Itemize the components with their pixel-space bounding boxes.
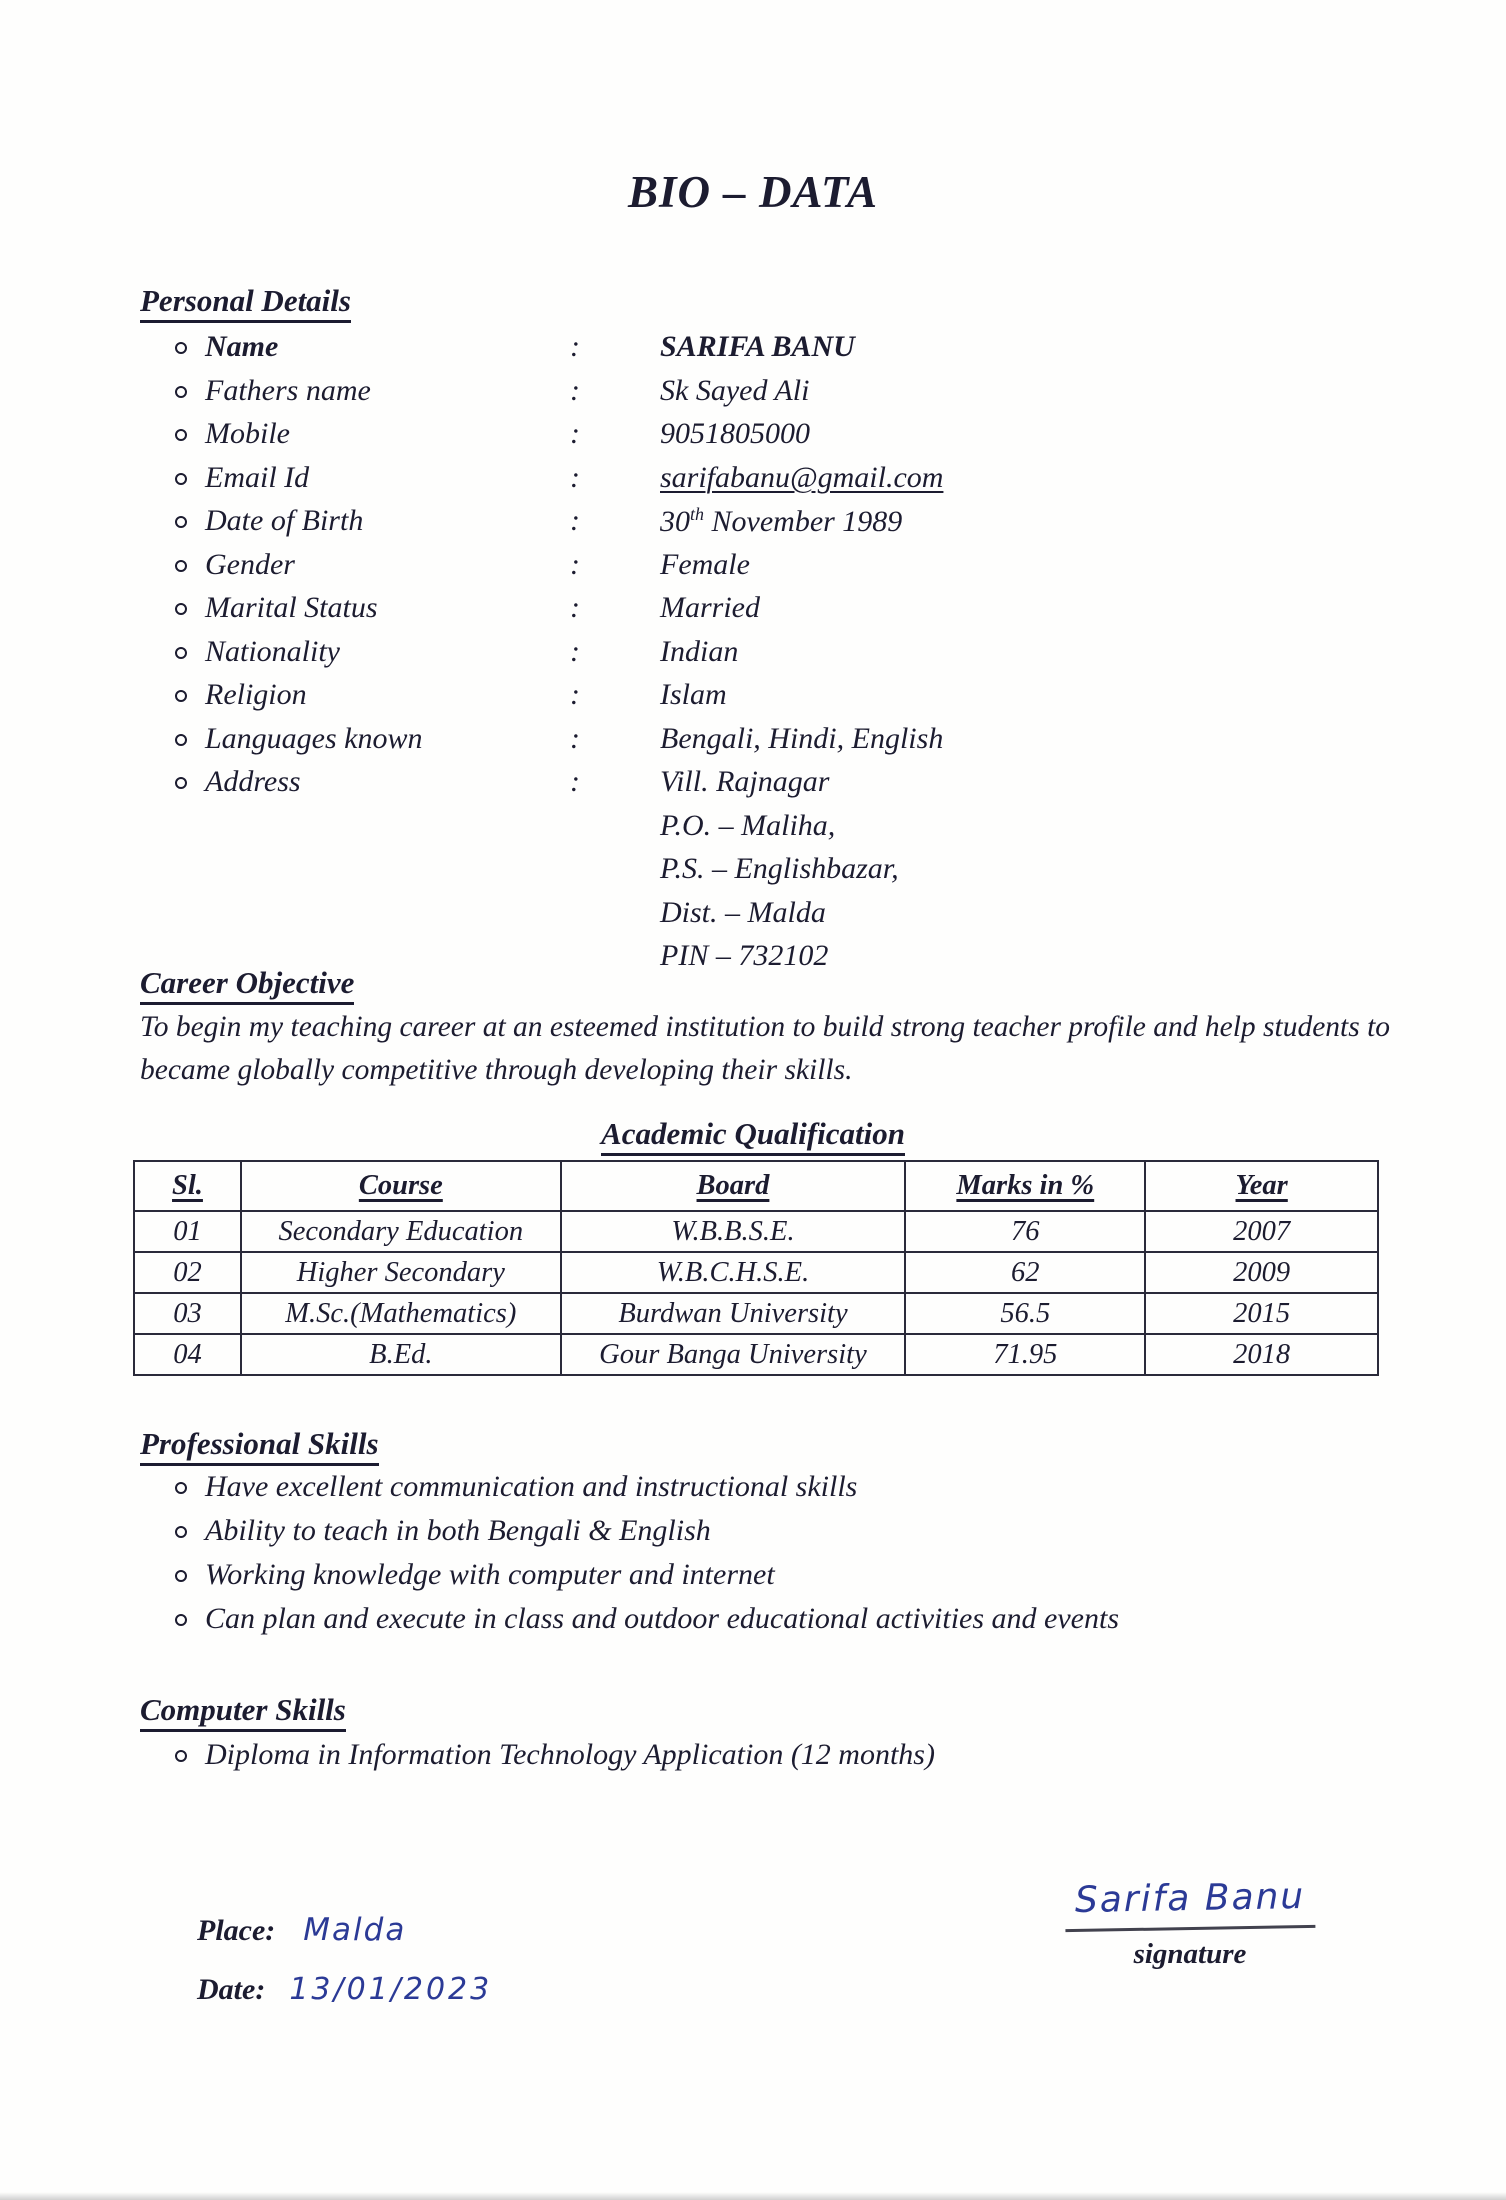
cell-course: B.Ed. [241,1334,561,1375]
personal-details-heading: Personal Details [140,283,351,323]
detail-row-email [140,461,1340,505]
detail-value: Indian [660,634,739,668]
table-row [134,1293,1378,1334]
detail-row-gender [140,548,1340,592]
detail-label: Marital Status [205,591,378,624]
bullet-icon [140,417,205,441]
bullet-icon [140,1738,205,1762]
address-line: P.S. – Englishbazar, [660,852,899,885]
address-continuation [140,809,1340,983]
academic-qualification-heading: Academic Qualification [0,1116,1506,1156]
cell-sl: 03 [134,1293,241,1334]
header-sl: Sl. [134,1161,241,1211]
colon: : [570,634,580,668]
detail-row-marital-status [140,591,1340,635]
detail-row-nationality [140,635,1340,679]
table-row [134,1211,1378,1252]
page-title: BIO – DATA [627,167,879,217]
date-row [197,1972,492,2007]
colon: : [570,547,580,581]
bullet-icon [140,1514,205,1538]
cell-marks: 62 [905,1252,1145,1293]
table-row [134,1334,1378,1375]
colon: : [570,721,580,755]
signature-label: signature [1133,1938,1247,1970]
computer-skills-list [140,1738,1440,1782]
bullet-icon [140,1602,205,1626]
cell-year: 2009 [1145,1252,1378,1293]
detail-value: Bengali, Hindi, English [660,721,944,755]
header-year: Year [1145,1161,1378,1211]
cell-course: Secondary Education [241,1211,561,1252]
address-line: Dist. – Malda [660,895,826,929]
colon: : [570,678,580,711]
cell-board: Burdwan University [561,1293,906,1334]
address-line: P.O. – Maliha, [660,808,836,842]
detail-value: 30th November 1989 [660,504,903,538]
date-value-handwritten: 13/01/2023 [289,1972,493,2007]
bullet-icon [140,1558,205,1582]
colon: : [570,417,580,450]
address-line: PIN – 732102 [660,939,829,972]
detail-label: Date of Birth [205,504,364,537]
list-item: Working knowledge with computer and internet [140,1558,1440,1602]
cell-year: 2018 [1145,1334,1378,1375]
detail-label: Mobile [205,417,290,450]
bullet-icon [140,330,205,354]
cell-course: M.Sc.(Mathematics) [241,1293,561,1334]
detail-value: Islam [660,678,727,711]
list-item: Ability to teach in both Bengali & English [140,1514,1440,1558]
cell-board: W.B.B.S.E. [561,1211,906,1252]
professional-skills-list [140,1470,1440,1646]
detail-label: Nationality [205,634,340,668]
detail-label: Email Id [205,460,310,494]
detail-row-languages [140,722,1340,766]
academic-qualification-table [133,1160,1379,1376]
colon: : [570,591,580,624]
detail-row-address [140,765,1340,809]
cell-sl: 01 [134,1211,241,1252]
colon: : [570,765,580,798]
signature-handwritten: Sarifa Banu [1064,1876,1315,1932]
bullet-icon [140,722,205,746]
detail-label: Religion [205,678,307,711]
bullet-icon [140,635,205,659]
detail-label: Fathers name [205,373,371,407]
list-item: Can plan and execute in class and outdoor educational activities and events [140,1602,1440,1646]
detail-label: Name [205,330,279,363]
detail-label: Languages known [205,721,423,755]
bullet-icon [140,374,205,398]
bullet-icon [140,548,205,572]
detail-value: Vill. Rajnagar [660,765,830,798]
cell-year: 2007 [1145,1211,1378,1252]
detail-value: SARIFA BANU [660,330,855,363]
computer-skills-heading: Computer Skills [140,1692,346,1732]
table-row [134,1252,1378,1293]
colon: : [570,330,580,363]
detail-value: Sk Sayed Ali [660,373,810,407]
header-marks: Marks in % [905,1161,1145,1211]
detail-label: Address [205,765,301,798]
signature-block [1035,1875,1345,1971]
cell-marks: 71.95 [905,1334,1145,1375]
bullet-icon [140,1470,205,1494]
professional-skills-heading: Professional Skills [140,1426,379,1466]
detail-row-name [140,330,1340,374]
detail-row-mobile [140,417,1340,461]
cell-marks: 56.5 [905,1293,1145,1334]
header-course: Course [241,1161,561,1211]
header-board: Board [561,1161,906,1211]
detail-value: Married [660,591,760,624]
cell-sl: 04 [134,1334,241,1375]
list-item: Have excellent communication and instructional skills [140,1470,1440,1514]
colon: : [570,504,580,537]
detail-value-email: sarifabanu@gmail.com [660,460,944,494]
detail-label: Gender [205,547,295,581]
bullet-icon [140,461,205,485]
bullet-icon [140,678,205,702]
place-value-handwritten: Malda [303,1912,407,1948]
colon: : [570,460,580,494]
detail-value: 9051805000 [660,417,810,450]
career-objective-heading: Career Objective [140,965,354,1005]
cell-course: Higher Secondary [241,1252,561,1293]
bullet-icon [140,504,205,528]
cell-board: W.B.C.H.S.E. [561,1252,906,1293]
table-header-row [134,1161,1378,1211]
career-objective-text: To begin my teaching career at an esteemed institution to build strong teacher profile and help students to became globally competitive through developing their skills. [140,1011,1391,1086]
bullet-icon [140,591,205,615]
list-item: Diploma in Information Technology Application (12 months) [140,1738,1440,1782]
place-row [197,1912,406,1948]
cell-year: 2015 [1145,1293,1378,1334]
place-label: Place: [197,1914,276,1947]
date-label: Date: [197,1973,266,2006]
detail-row-fathers-name [140,374,1340,418]
detail-row-dob [140,504,1340,548]
detail-row-religion [140,678,1340,722]
cell-sl: 02 [134,1252,241,1293]
bullet-icon [140,765,205,789]
personal-details-list [140,330,1340,983]
cell-board: Gour Banga University [561,1334,906,1375]
scan-edge [0,2192,1506,2200]
detail-value: Female [660,547,750,581]
cell-marks: 76 [905,1211,1145,1252]
colon: : [570,373,580,407]
